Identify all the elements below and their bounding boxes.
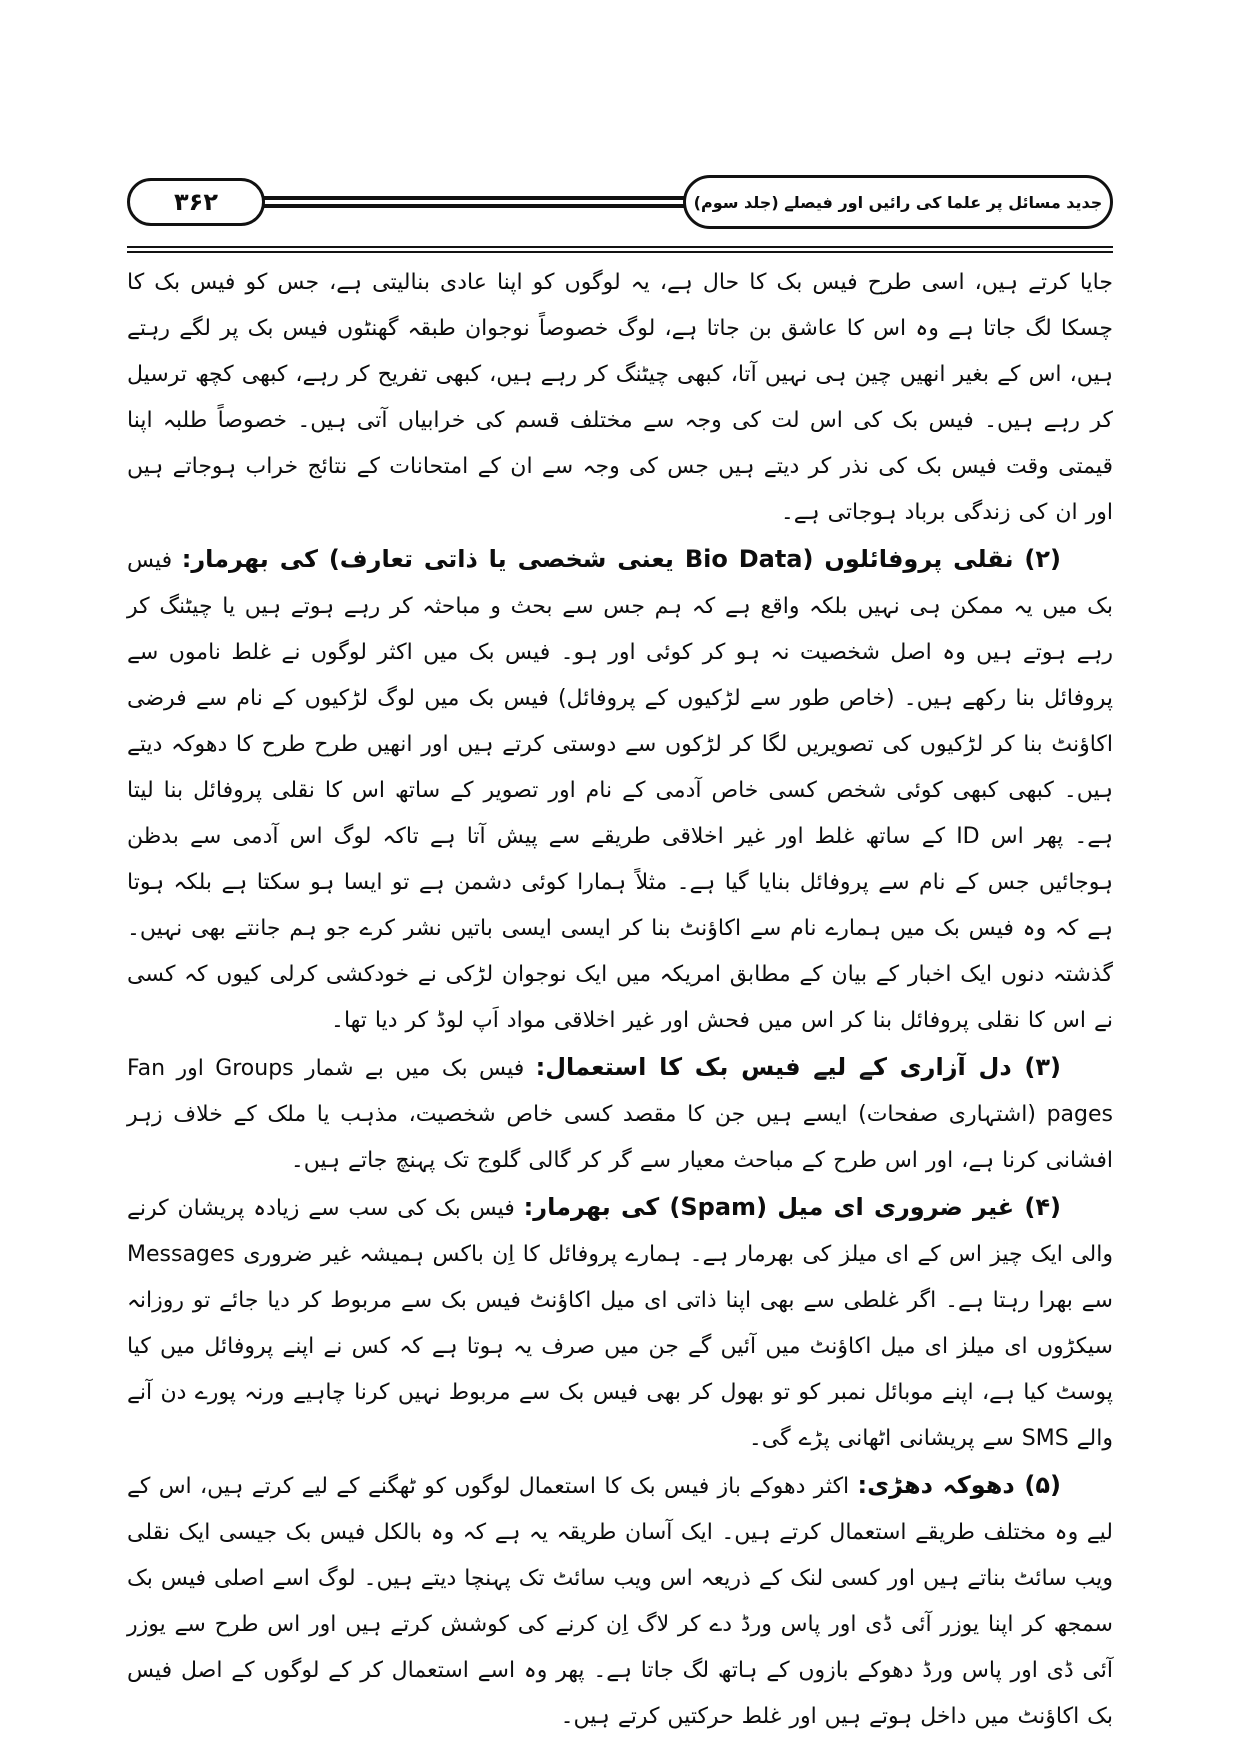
paragraph-spam-email [127, 1184, 1113, 1462]
paragraph-hurtful-use [127, 1044, 1113, 1184]
section-heading-5: (۵) دھوکہ دھڑی: [857, 1471, 1061, 1499]
section-heading-2: (۲) نقلی پروفائلوں (Bio Data یعنی شخصی یا ذاتی تعارف) کی بھرمار: [181, 545, 1062, 573]
paragraph-text: جایا کرتے ہیں، اسی طرح فیس بک کا حال ہے، یہ لوگوں کو اپنا عادی بنالیتی ہے، جس کو فیس بک کا چسکا لگ جاتا ہے وہ اس کا عاشق بن جاتا ہے، لوگ خصوصاً نوجوان طبقہ گھنٹوں فیس بک پر لگے رہتے ہیں، اس کے بغیر انھیں چین ہی نہیں آتا، کبھی چیٹنگ کر رہے ہیں، کبھی تفریح کر رہے، کبھی کچھ ترسیل کر رہے ہیں۔ فیس بک کی اس لت کی وجہ سے مختلف قسم کی خرابیاں آتی ہیں۔ خصوصاً طلبہ اپنا قیمتی وقت فیس بک کی نذر کر دیتے ہیں جس کی وجہ سے ان کے امتحانات کے نتائج خراب ہوجاتے ہیں اور ان کی زندگی برباد ہوجاتی ہے۔ [127, 270, 1113, 525]
header-double-rule [259, 196, 689, 208]
book-title-badge [683, 175, 1113, 229]
paragraph-text: اکثر دھوکے باز فیس بک کا استعمال لوگوں کو ٹھگنے کے لیے کرتے ہیں، اس کے لیے وہ مختلف طریقے استعمال کرتے ہیں۔ ایک آسان طریقہ یہ ہے کہ وہ بالکل فیس بک جیسی ایک نقلی ویب سائٹ بناتے ہیں اور کسی لنک کے ذریعہ اس ویب سائٹ تک پہنچا دیتے ہیں۔ لوگ اسے اصلی فیس بک سمجھ کر اپنا یوزر آئی ڈی اور پاس ورڈ دے کر لاگ اِن کرنے کی کوشش کرتے ہیں اور اس طرح سے یوزر آئی ڈی اور پاس ورڈ دھوکے بازوں کے ہاتھ لگ جاتا ہے۔ پھر وہ اسے استعمال کر کے لوگوں کے اصل فیس بک اکاؤنٹ میں داخل ہوتے ہیں اور غلط حرکتیں کرتے ہیں۔ [127, 1474, 1113, 1729]
section-heading-3: (۳) دل آزاری کے لیے فیس بک کا استعمال: [535, 1053, 1061, 1081]
paragraph-fake-profiles [127, 536, 1113, 1044]
paragraph-text: فیس بک میں بے شمار Groups اور Fan pages (اشتہاری صفحات) ایسے ہیں جن کا مقصد کسی خاص شخصیت، مذہب یا ملک کے خلاف زہر افشانی کرنا ہے، اور اس طرح کے مباحث معیار سے گر کر گالی گلوج تک پہنچ جاتے ہیں۔ [127, 1056, 1113, 1173]
page-header [127, 175, 1113, 229]
paragraph-text: فیس بک کی سب سے زیادہ پریشان کرنے والی ایک چیز اس کے ای میلز کی بھرمار ہے۔ ہمارے پروفائل کا اِن باکس ہمیشہ غیر ضروری Messages سے بھرا رہتا ہے۔ اگر غلطی سے بھی اپنا ذاتی ای میل اکاؤنٹ فیس بک سے مربوط کر دیا جائے تو روزانہ سیکڑوں ای میلز ای میل اکاؤنٹ میں آئیں گے جن میں صرف یہ ہوتا ہے کہ کس نے اپنے پروفائل میں کیا پوسٹ کیا ہے، اپنے موبائل نمبر کو تو بھول کر بھی فیس بک سے مربوط نہیں کرنا چاہیے ورنہ پورے دن آنے والے SMS سے پریشانی اٹھانی پڑے گی۔ [127, 1196, 1113, 1451]
page-number-badge [127, 178, 265, 226]
paragraph-text: فیس بک میں یہ ممکن ہی نہیں بلکہ واقع ہے کہ ہم جس سے بحث و مباحثہ کر رہے ہوتے ہیں یا چیٹنگ کر رہے ہوتے ہیں وہ اصل شخصیت نہ ہو کر کوئی اور ہو۔ فیس بک میں اکثر لوگوں نے غلط ناموں سے پروفائل بنا رکھے ہیں۔ (خاص طور سے لڑکیوں کے پروفائل) فیس بک میں لوگ لڑکیوں کے نام سے فرضی اکاؤنٹ بنا کر لڑکیوں کی تصویریں لگا کر لڑکوں سے دوستی کرتے ہیں اور انھیں طرح طرح کا دھوکہ دیتے ہیں۔ کبھی کبھی کوئی شخص کسی خاص آدمی کے نام اور تصویر کے ساتھ اس کا نقلی پروفائل بنا لیتا ہے۔ پھر اس ID کے ساتھ غلط اور غیر اخلاقی طریقے سے پیش آتا ہے تاکہ لوگ اس آدمی سے بدظن ہوجائیں جس کے نام سے پروفائل بنایا گیا ہے۔ مثلاً ہمارا کوئی دشمن ہے تو ایسا ہو سکتا ہے بلکہ ہوتا ہے کہ وہ فیس بک میں ہمارے نام سے اکاؤنٹ بنا کر ایسی ایسی باتیں نشر کرے جو ہم جانتے بھی نہیں۔ گذشتہ دنوں ایک اخبار کے بیان کے مطابق امریکہ میں ایک نوجوان لڑکی نے خودکشی کرلی کیوں کہ کسی نے اس کا نقلی پروفائل بنا کر اس میں فحش اور غیر اخلاقی مواد اَپ لوڈ کر دیا تھا۔ [127, 548, 1113, 1033]
book-title: جدید مسائل پر علما کی رائیں اور فیصلے (جلد سوم) [693, 192, 1103, 212]
section-heading-4: (۴) غیر ضروری ای میل (Spam) کی بھرمار: [523, 1193, 1061, 1221]
paragraph-continuation [127, 260, 1113, 536]
paragraph-fraud [127, 1462, 1113, 1740]
header-underline-rule [127, 246, 1113, 253]
page-number: ۳۶۲ [174, 188, 218, 216]
page-body [127, 260, 1113, 1740]
